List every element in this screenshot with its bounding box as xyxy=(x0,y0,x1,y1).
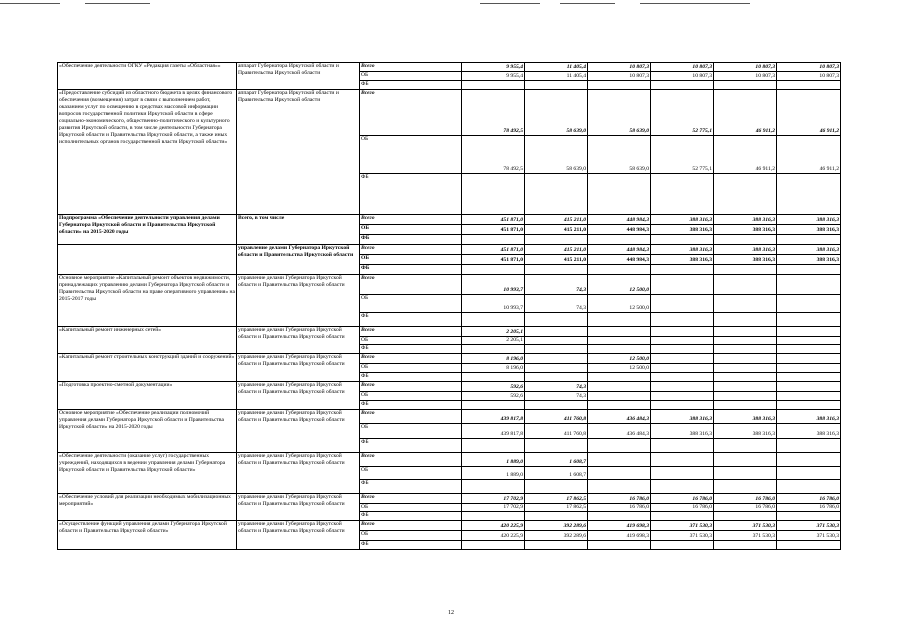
amount-cell: 388 316,3 xyxy=(777,255,841,265)
amount-cell: 388 316,3 xyxy=(714,410,777,424)
activity-name-cell: «Капитальный ремонт строительных конструкций зданий и сооружений» xyxy=(58,354,237,382)
amount-cell xyxy=(714,313,777,327)
amount-cell xyxy=(651,345,714,354)
amount-cell xyxy=(462,541,525,550)
table-row xyxy=(58,521,841,531)
responsible-cell: управление делами Губернатора Иркутской области и Правительства Иркутской области xyxy=(237,382,360,410)
funding-source-cell: Всего xyxy=(360,354,462,364)
amount-cell xyxy=(588,81,651,90)
amount-cell: 388 316,3 xyxy=(714,245,777,255)
amount-cell: 10 807,3 xyxy=(588,72,651,81)
amount-cell xyxy=(588,541,651,550)
amount-cell xyxy=(651,235,714,245)
amount-cell xyxy=(651,275,714,295)
amount-cell: 388 316,3 xyxy=(714,255,777,265)
amount-cell xyxy=(588,382,651,392)
amount-cell xyxy=(777,174,841,215)
amount-cell: 16 786,0 xyxy=(651,504,714,512)
amount-cell xyxy=(525,354,588,364)
amount-cell: 388 316,3 xyxy=(777,245,841,255)
table-row xyxy=(58,275,841,295)
funding-source-cell: Всего xyxy=(360,382,462,392)
amount-cell xyxy=(777,392,841,401)
amount-cell xyxy=(777,327,841,337)
amount-cell xyxy=(462,401,525,410)
amount-cell: 78 492,5 xyxy=(462,136,525,174)
funding-source-cell: Всего xyxy=(360,453,462,467)
amount-cell xyxy=(714,373,777,382)
amount-cell: 388 316,3 xyxy=(651,410,714,424)
scan-edge-line xyxy=(85,3,150,4)
amount-cell: 415 211,0 xyxy=(525,255,588,265)
amount-cell xyxy=(462,373,525,382)
funding-source-cell: Всего xyxy=(360,410,462,424)
amount-cell: 16 786,0 xyxy=(777,494,841,504)
amount-cell xyxy=(651,467,714,480)
amount-cell xyxy=(714,345,777,354)
amount-cell: 74,3 xyxy=(525,382,588,392)
responsible-cell: аппарат Губернатора Иркутской области и Правительства Иркутской области xyxy=(237,63,360,90)
amount-cell xyxy=(714,364,777,373)
amount-cell: 9 955,4 xyxy=(462,72,525,81)
amount-cell xyxy=(777,541,841,550)
funding-source-cell: ОБ xyxy=(360,392,462,401)
funding-source-cell: ОБ xyxy=(360,531,462,541)
funding-source-cell: Всего xyxy=(360,245,462,255)
amount-cell xyxy=(714,81,777,90)
amount-cell xyxy=(651,81,714,90)
amount-cell xyxy=(777,337,841,345)
scan-edge-line xyxy=(560,3,615,4)
amount-cell: 16 786,0 xyxy=(651,494,714,504)
amount-cell xyxy=(525,174,588,215)
amount-cell xyxy=(777,512,841,521)
amount-cell: 388 316,3 xyxy=(651,245,714,255)
amount-cell: 451 871,0 xyxy=(462,255,525,265)
funding-source-cell: ФБ xyxy=(360,313,462,327)
amount-cell: 388 316,3 xyxy=(651,255,714,265)
amount-cell xyxy=(777,345,841,354)
amount-cell: 12 500,0 xyxy=(588,354,651,364)
amount-cell: 388 316,3 xyxy=(714,215,777,225)
amount-cell xyxy=(651,295,714,313)
amount-cell: 46 911,2 xyxy=(777,136,841,174)
amount-cell: 17 702,9 xyxy=(462,504,525,512)
funding-source-cell: ФБ xyxy=(360,541,462,550)
amount-cell: 448 984,3 xyxy=(588,255,651,265)
amount-cell: 419 698,3 xyxy=(588,521,651,531)
amount-cell xyxy=(525,512,588,521)
activity-name-cell: «Обеспечение деятельности (оказание услуг) государственных учреждений, находящихся в ведении управления делами Губернатора Иркутской области и Правительства Иркутской области» xyxy=(58,453,237,494)
amount-cell: 392 289,6 xyxy=(525,531,588,541)
amount-cell xyxy=(777,453,841,467)
amount-cell xyxy=(588,174,651,215)
responsible-cell: управление делами Губернатора Иркутской области и Правительства Иркутской области xyxy=(237,410,360,453)
amount-cell xyxy=(777,295,841,313)
amount-cell xyxy=(525,337,588,345)
funding-source-cell: ОБ xyxy=(360,364,462,373)
amount-cell xyxy=(777,81,841,90)
amount-cell: 451 871,0 xyxy=(462,225,525,235)
amount-cell xyxy=(525,345,588,354)
scan-edge-line xyxy=(480,3,540,4)
amount-cell: 392 289,6 xyxy=(525,521,588,531)
amount-cell: 592,6 xyxy=(462,392,525,401)
amount-cell xyxy=(714,295,777,313)
responsible-cell: управление делами Губернатора Иркутской области и Правительства Иркутской области xyxy=(237,521,360,550)
funding-source-cell: ОБ xyxy=(360,424,462,439)
funding-source-cell: ФБ xyxy=(360,235,462,245)
amount-cell: 11 405,4 xyxy=(525,63,588,72)
responsible-cell: управление делами Губернатора Иркутской области и Правительства Иркутской области xyxy=(237,494,360,521)
amount-cell xyxy=(588,453,651,467)
amount-cell xyxy=(651,313,714,327)
amount-cell: 58 639,0 xyxy=(525,136,588,174)
amount-cell xyxy=(462,265,525,275)
amount-cell: 415 211,0 xyxy=(525,215,588,225)
amount-cell xyxy=(714,453,777,467)
responsible-cell: управление делами Губернатора Иркутской области и Правительства Иркутской области xyxy=(237,245,360,275)
amount-cell xyxy=(651,439,714,453)
amount-cell: 388 316,3 xyxy=(777,225,841,235)
amount-cell xyxy=(651,382,714,392)
amount-cell xyxy=(651,373,714,382)
amount-cell xyxy=(777,265,841,275)
funding-source-cell: ОБ xyxy=(360,255,462,265)
amount-cell xyxy=(525,265,588,275)
amount-cell xyxy=(588,467,651,480)
activity-name-cell: Основное мероприятие «Капитальный ремонт объектов недвижимости, принадлежащих управлению делами Губернатора Иркутской области и Правительства Иркутской области на праве оперативного управления» на 2015-2017 годы xyxy=(58,275,237,327)
amount-cell xyxy=(588,313,651,327)
amount-cell: 10 993,7 xyxy=(462,295,525,313)
amount-cell: 52 775,1 xyxy=(651,136,714,174)
amount-cell: 58 639,0 xyxy=(588,136,651,174)
amount-cell xyxy=(588,327,651,337)
amount-cell: 10 993,7 xyxy=(462,275,525,295)
activity-name-cell: Основное мероприятие «Обеспечение реализации полномочий управления делами Губернатора Иркутской области и Правительства Иркутской области» на 2015-2020 годы xyxy=(58,410,237,453)
amount-cell xyxy=(714,275,777,295)
amount-cell: 371 530,3 xyxy=(714,521,777,531)
amount-cell: 16 786,0 xyxy=(714,504,777,512)
amount-cell xyxy=(588,439,651,453)
amount-cell: 1 608,7 xyxy=(525,453,588,467)
amount-cell xyxy=(588,392,651,401)
amount-cell xyxy=(651,265,714,275)
amount-cell: 10 807,3 xyxy=(588,63,651,72)
amount-cell: 10 807,3 xyxy=(651,63,714,72)
amount-cell: 388 316,3 xyxy=(714,225,777,235)
funding-source-cell: Всего xyxy=(360,327,462,337)
amount-cell xyxy=(651,354,714,364)
table-row xyxy=(58,494,841,504)
funding-source-cell: Всего xyxy=(360,494,462,504)
funding-source-cell: Всего xyxy=(360,63,462,72)
amount-cell xyxy=(525,313,588,327)
funding-source-cell: Всего xyxy=(360,215,462,225)
funding-source-cell: ОБ xyxy=(360,136,462,174)
funding-source-cell: ОБ xyxy=(360,72,462,81)
amount-cell xyxy=(714,327,777,337)
amount-cell: 78 492,5 xyxy=(462,90,525,136)
amount-cell xyxy=(588,235,651,245)
amount-cell: 16 786,0 xyxy=(588,494,651,504)
funding-source-cell: ОБ xyxy=(360,467,462,480)
amount-cell xyxy=(651,364,714,373)
activity-name-cell: «Подготовка проектно-сметной документации» xyxy=(58,382,237,410)
amount-cell: 451 871,0 xyxy=(462,215,525,225)
amount-cell: 2 205,1 xyxy=(462,337,525,345)
amount-cell: 388 316,3 xyxy=(651,225,714,235)
table-row xyxy=(58,90,841,136)
table-row xyxy=(58,245,841,255)
amount-cell xyxy=(777,364,841,373)
amount-cell xyxy=(777,354,841,364)
amount-cell: 52 775,1 xyxy=(651,90,714,136)
amount-cell: 8 196,0 xyxy=(462,354,525,364)
amount-cell: 371 530,3 xyxy=(777,521,841,531)
amount-cell: 419 698,3 xyxy=(588,531,651,541)
amount-cell xyxy=(651,401,714,410)
amount-cell: 1 889,0 xyxy=(462,453,525,467)
amount-cell: 420 225,9 xyxy=(462,531,525,541)
funding-source-cell: ОБ xyxy=(360,504,462,512)
amount-cell xyxy=(588,480,651,494)
table-row xyxy=(58,410,841,424)
amount-cell: 17 702,9 xyxy=(462,494,525,504)
amount-cell xyxy=(588,265,651,275)
amount-cell xyxy=(714,401,777,410)
amount-cell: 388 316,3 xyxy=(651,424,714,439)
amount-cell xyxy=(714,541,777,550)
amount-cell: 74,3 xyxy=(525,295,588,313)
activity-name-cell: «Капитальный ремонт инженерных сетей» xyxy=(58,327,237,354)
amount-cell: 2 205,1 xyxy=(462,327,525,337)
amount-cell: 16 786,0 xyxy=(588,504,651,512)
funding-source-cell: ФБ xyxy=(360,345,462,354)
funding-source-cell: Всего xyxy=(360,90,462,136)
amount-cell xyxy=(651,541,714,550)
amount-cell: 1 608,7 xyxy=(525,467,588,480)
amount-cell xyxy=(651,512,714,521)
funding-source-cell: ОБ xyxy=(360,225,462,235)
amount-cell: 74,3 xyxy=(525,275,588,295)
amount-cell xyxy=(777,275,841,295)
responsible-cell: Всего, в том числе xyxy=(237,215,360,245)
amount-cell xyxy=(651,174,714,215)
amount-cell: 448 984,3 xyxy=(588,245,651,255)
amount-cell: 371 530,3 xyxy=(777,531,841,541)
amount-cell xyxy=(462,480,525,494)
amount-cell xyxy=(714,235,777,245)
amount-cell: 12 500,0 xyxy=(588,295,651,313)
amount-cell xyxy=(714,467,777,480)
table-row xyxy=(58,354,841,364)
amount-cell: 371 530,3 xyxy=(651,531,714,541)
amount-cell xyxy=(525,327,588,337)
amount-cell xyxy=(714,512,777,521)
amount-cell xyxy=(651,480,714,494)
amount-cell: 388 316,3 xyxy=(651,215,714,225)
amount-cell: 10 807,3 xyxy=(777,72,841,81)
amount-cell xyxy=(777,235,841,245)
amount-cell: 16 786,0 xyxy=(714,494,777,504)
amount-cell: 448 984,3 xyxy=(588,215,651,225)
responsible-cell: аппарат Губернатора Иркутской области и Правительства Иркутской области xyxy=(237,90,360,215)
responsible-cell: управление делами Губернатора Иркутской области и Правительства Иркутской области xyxy=(237,354,360,382)
amount-cell: 436 484,3 xyxy=(588,410,651,424)
amount-cell xyxy=(714,382,777,392)
amount-cell: 10 807,3 xyxy=(714,63,777,72)
amount-cell xyxy=(777,382,841,392)
responsible-cell: управление делами Губернатора Иркутской области и Правительства Иркутской области xyxy=(237,453,360,494)
amount-cell: 439 817,8 xyxy=(462,410,525,424)
funding-source-cell: ФБ xyxy=(360,265,462,275)
responsible-cell: управление делами Губернатора Иркутской области и Правительства Иркутской области xyxy=(237,275,360,327)
amount-cell: 11 405,4 xyxy=(525,72,588,81)
amount-cell xyxy=(651,327,714,337)
amount-cell xyxy=(525,439,588,453)
amount-cell xyxy=(462,174,525,215)
amount-cell: 388 316,3 xyxy=(777,424,841,439)
amount-cell: 58 639,0 xyxy=(588,90,651,136)
amount-cell: 415 211,0 xyxy=(525,245,588,255)
amount-cell xyxy=(777,467,841,480)
amount-cell xyxy=(651,453,714,467)
funding-source-cell: ФБ xyxy=(360,81,462,90)
amount-cell: 371 530,3 xyxy=(651,521,714,531)
amount-cell: 16 786,0 xyxy=(777,504,841,512)
amount-cell xyxy=(714,265,777,275)
budget-table xyxy=(57,62,841,550)
amount-cell xyxy=(462,235,525,245)
amount-cell xyxy=(714,337,777,345)
amount-cell xyxy=(525,480,588,494)
table-row xyxy=(58,215,841,225)
funding-source-cell: ФБ xyxy=(360,512,462,521)
funding-source-cell: Всего xyxy=(360,275,462,295)
amount-cell: 12 500,0 xyxy=(588,364,651,373)
funding-source-cell: ФБ xyxy=(360,373,462,382)
amount-cell xyxy=(588,373,651,382)
amount-cell xyxy=(651,337,714,345)
amount-cell xyxy=(777,480,841,494)
activity-name-cell: «Обеспечение условий для реализации необходимых мобилизационных мероприятий» xyxy=(58,494,237,521)
funding-source-cell: ОБ xyxy=(360,337,462,345)
amount-cell: 17 862,5 xyxy=(525,494,588,504)
amount-cell: 8 196,0 xyxy=(462,364,525,373)
amount-cell xyxy=(714,354,777,364)
page-number: 12 xyxy=(448,610,454,616)
scan-edge-line xyxy=(0,3,60,4)
amount-cell xyxy=(651,392,714,401)
amount-cell: 9 955,4 xyxy=(462,63,525,72)
amount-cell xyxy=(525,235,588,245)
funding-source-cell: Всего xyxy=(360,521,462,531)
amount-cell: 12 500,0 xyxy=(588,275,651,295)
amount-cell: 411 760,8 xyxy=(525,410,588,424)
amount-cell xyxy=(777,439,841,453)
table-row xyxy=(58,63,841,72)
amount-cell xyxy=(588,401,651,410)
table-row xyxy=(58,453,841,467)
funding-source-cell: ФБ xyxy=(360,439,462,453)
amount-cell: 420 225,9 xyxy=(462,521,525,531)
amount-cell xyxy=(462,345,525,354)
amount-cell: 439 817,8 xyxy=(462,424,525,439)
scan-edge-line xyxy=(640,3,750,4)
amount-cell: 10 807,3 xyxy=(777,63,841,72)
amount-cell xyxy=(462,512,525,521)
amount-cell xyxy=(777,373,841,382)
amount-cell: 1 889,0 xyxy=(462,467,525,480)
amount-cell: 371 530,3 xyxy=(714,531,777,541)
amount-cell: 74,3 xyxy=(525,392,588,401)
responsible-cell: управление делами Губернатора Иркутской области и Правительства Иркутской области xyxy=(237,327,360,354)
amount-cell: 388 316,3 xyxy=(714,424,777,439)
amount-cell xyxy=(714,480,777,494)
amount-cell xyxy=(462,439,525,453)
activity-name-cell: «Предоставление субсидий из областного бюджета в целях финансового обеспечения (возмещения) затрат в связи с выполнением работ, оказанием услуг по освещению в средствах массовой информации вопросов государственной политики Иркутской области в сфере социально-экономического, общественно-политического и культурного развития Иркутской области, в том числе деятельности Губернатора Иркутской области и Правительства Иркутской области, а также иных исполнительных органов государственной власти Иркутской области» xyxy=(58,90,237,215)
amount-cell: 46 911,2 xyxy=(714,136,777,174)
funding-source-cell: ФБ xyxy=(360,174,462,215)
amount-cell xyxy=(714,392,777,401)
activity-name-cell xyxy=(58,245,237,275)
amount-cell: 388 316,3 xyxy=(777,215,841,225)
amount-cell xyxy=(714,174,777,215)
amount-cell: 46 911,2 xyxy=(777,90,841,136)
funding-source-cell: ОБ xyxy=(360,295,462,313)
amount-cell xyxy=(525,81,588,90)
amount-cell: 10 807,3 xyxy=(651,72,714,81)
amount-cell xyxy=(462,313,525,327)
amount-cell xyxy=(588,345,651,354)
amount-cell: 448 984,3 xyxy=(588,225,651,235)
amount-cell: 388 316,3 xyxy=(777,410,841,424)
amount-cell: 436 484,3 xyxy=(588,424,651,439)
amount-cell: 46 911,2 xyxy=(714,90,777,136)
amount-cell xyxy=(588,512,651,521)
amount-cell: 17 862,5 xyxy=(525,504,588,512)
amount-cell xyxy=(525,364,588,373)
amount-cell xyxy=(525,541,588,550)
amount-cell xyxy=(525,373,588,382)
amount-cell: 451 871,0 xyxy=(462,245,525,255)
amount-cell xyxy=(714,439,777,453)
activity-name-cell: «Обеспечение деятельности ОГКУ «Редакция газеты «Областная»» xyxy=(58,63,237,90)
activity-name-cell: Подпрограмма «Обеспечение деятельности управления делами Губернатора Иркутской области и Правительства Иркутской области» на 2015-2020 годы xyxy=(58,215,237,245)
amount-cell xyxy=(588,337,651,345)
amount-cell xyxy=(525,401,588,410)
funding-source-cell: ФБ xyxy=(360,401,462,410)
funding-source-cell: ФБ xyxy=(360,480,462,494)
amount-cell: 415 211,0 xyxy=(525,225,588,235)
amount-cell xyxy=(777,313,841,327)
amount-cell xyxy=(777,401,841,410)
table-row xyxy=(58,382,841,392)
table-row xyxy=(58,327,841,337)
amount-cell: 592,6 xyxy=(462,382,525,392)
amount-cell: 10 807,3 xyxy=(714,72,777,81)
amount-cell: 411 760,8 xyxy=(525,424,588,439)
amount-cell xyxy=(462,81,525,90)
activity-name-cell: «Осуществление функций управления делами Губернатора Иркутской области и Правительства Иркутской области» xyxy=(58,521,237,550)
amount-cell: 58 639,0 xyxy=(525,90,588,136)
